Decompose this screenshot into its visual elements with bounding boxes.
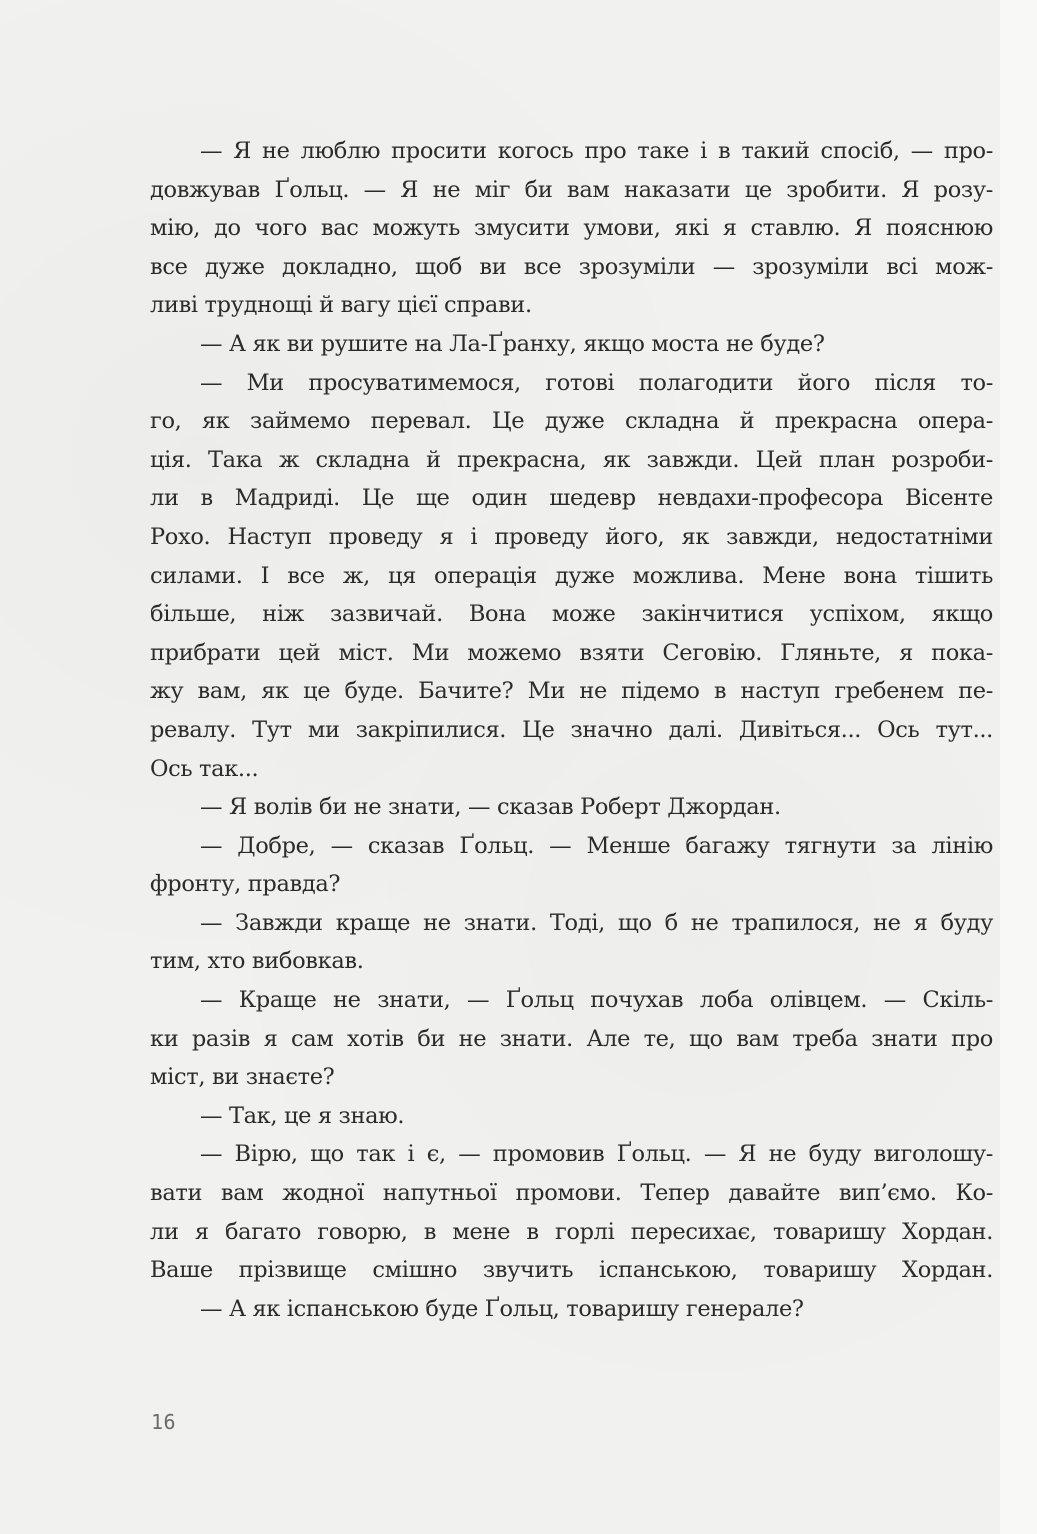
- text-line: ливі труднощі й вагу цієї справи.: [150, 292, 532, 319]
- text-line: — Вірю, що так і є, — промовив Ґольц. — Я не буду виголошу-: [200, 1141, 993, 1168]
- text-line: — Ми просуватимемося, готові полагодити його після то-: [200, 369, 993, 396]
- text-line: довжував Ґольц. — Я не міг би вам наказати це зробити. Я розу-: [150, 176, 993, 203]
- text-line: тим, хто вибовкав.: [150, 948, 364, 975]
- text-line: ли я багато говорю, в мене в горлі пересихає, товаришу Хордан.: [150, 1218, 993, 1245]
- text-line: ки разів я сам хотів би не знати. Але те, що вам треба знати про: [150, 1025, 993, 1052]
- text-line: — Краще не знати, — Ґольц почухав лоба олівцем. — Скіль-: [200, 987, 993, 1014]
- text-line: міст, ви знаєте?: [150, 1064, 335, 1091]
- text-line: ція. Така ж складна й прекрасна, як завжди. Цей план розроби-: [150, 446, 993, 473]
- text-line: фронту, правда?: [150, 871, 341, 898]
- text-line: ревалу. Тут ми закріпилися. Це значно далі. Дивіться... Ось тут...: [150, 716, 993, 743]
- text-line: мію, до чого вас можуть змусити умови, які я ставлю. Я пояснюю: [150, 215, 993, 242]
- text-line: — А як іспанською буде Ґольц, товаришу генерале?: [200, 1295, 804, 1322]
- body-text: [150, 132, 993, 1328]
- text-line: Рохо. Наступ проведу я і проведу його, як завжди, недостатніми: [150, 523, 993, 550]
- text-line: — Я волів би не знати, — сказав Роберт Джордан.: [200, 794, 781, 821]
- page-edge: [1000, 0, 1037, 1534]
- text-line: більше, ніж зазвичай. Вона може закінчитися успіхом, якщо: [150, 601, 993, 628]
- text-line: силами. І все ж, ця операція дуже можлива. Мене вона тішить: [150, 562, 993, 589]
- text-line: прибрати цей міст. Ми можемо взяти Сеговію. Гляньте, я пока-: [150, 639, 993, 666]
- text-line: Ваше прізвище смішно звучить іспанською, товаришу Хордан.: [150, 1257, 993, 1284]
- text-line: все дуже докладно, щоб ви все зрозуміли — зрозуміли всі мож-: [150, 253, 993, 280]
- text-line: — Я не люблю просити когось про таке і в такий спосіб, — про-: [200, 138, 993, 164]
- text-line: го, як займемо перевал. Це дуже складна й прекрасна опера-: [150, 408, 993, 435]
- text-line: — Добре, — сказав Ґольц. — Менше багажу тягнути за лінію: [200, 832, 993, 859]
- text-line: жу вам, як це буде. Бачите? Ми не підемо в наступ гребенем пе-: [150, 678, 993, 705]
- text-line: ли в Мадриді. Це ще один шедевр невдахи-професора Вісенте: [150, 485, 993, 512]
- text-line: — Так, це я знаю.: [200, 1102, 405, 1129]
- text-line: вати вам жодної напутньої промови. Тепер давайте вип’ємо. Ко-: [150, 1180, 993, 1207]
- page-number: 16: [151, 1410, 177, 1434]
- text-line: Ось так...: [150, 755, 259, 782]
- text-line: — А як ви рушите на Ла-Ґранху, якщо моста не буде?: [200, 330, 825, 357]
- text-line: — Завжди краще не знати. Тоді, що б не трапилося, не я буду: [200, 909, 993, 936]
